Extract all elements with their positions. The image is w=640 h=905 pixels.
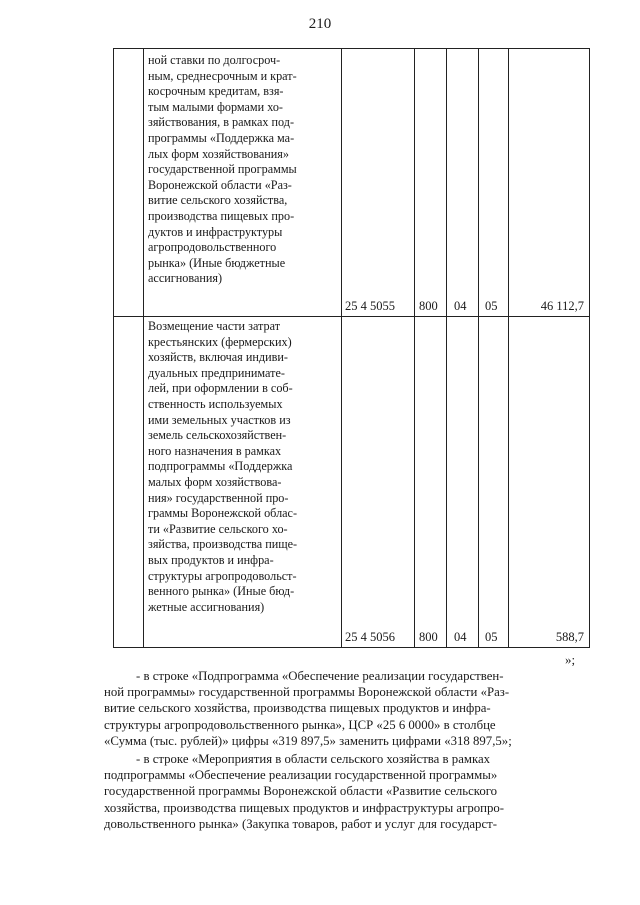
table-border-top [113, 48, 589, 49]
table-column-border [478, 48, 479, 648]
row-description: Возмещение части затрат крестьянских (фермерских) хозяйств, включая индиви- дуальных предпринимате- лей, при оформлении в соб- ственность используемых ими земельных участков из земель сельскохозяйствен- ного назначения в рамках подпрограммы «Поддержка малых форм хозяйствова- ния» государственной про- граммы Воронежской облас- ти «Развитие сельского хо- зяйства, производства пище- вых продуктов и инфра- структуры агропродовольст- венного рынка» (Иные бюд- жетные ассигнования) [148, 319, 298, 614]
row-description: ной ставки по долгосроч- ным, среднесрочным и крат- косрочным кредитам, взя- тым малыми формами хо- зяйствования, в рамках под- программы «Поддержка ма- лых форм хозяйствования» государственной программы Воронежской области «Раз- витие сельского хозяйства, производства пищевых про- дуктов и инфраструктуры агропродовольственного рынка» (Иные бюджетные ассигнования) [148, 53, 297, 286]
page-number: 210 [308, 16, 332, 32]
table-column-border [446, 48, 447, 648]
row-csr-code: 25 4 5056 [345, 630, 395, 644]
table-row-divider [113, 316, 589, 317]
row-sum: 46 112,7 [540, 299, 584, 313]
table-border-left [113, 48, 114, 648]
row-csr-code: 25 4 5055 [345, 299, 395, 313]
amendment-paragraph: - в строке «Мероприятия в области сельского хозяйства в рамках подпрограммы «Обеспечение реализации государственной программы» государственной программы Воронежской области «Развитие сельского хозяйства, производства пищевых продуктов и инфраструктуры агропро- довольственного рынка» (Закупка товаров, работ и услуг для государст- [104, 752, 505, 831]
table-border-right [589, 48, 590, 648]
row-vr-code: 800 [419, 299, 438, 313]
table-column-border [143, 48, 144, 648]
amendment-paragraph: - в строке «Подпрограмма «Обеспечение реализации государствен- ной программы» государственной программы Воронежской области «Раз- витие сельского хозяйства, производства пищевых продуктов и инфра- структуры агропродовольственного рынка», ЦСР «25 6 0000» в столбце «Сумма (тыс. рублей)» цифры «319 897,5» заменить цифрами «318 897,5»; [104, 669, 512, 748]
row-vr-code: 800 [419, 630, 438, 644]
row-pr-code: 05 [485, 630, 498, 644]
closing-quote-mark: »; [565, 652, 576, 667]
table-column-border [414, 48, 415, 648]
row-rz-code: 04 [454, 630, 467, 644]
row-pr-code: 05 [485, 299, 498, 313]
table-border-bottom [113, 647, 589, 648]
row-rz-code: 04 [454, 299, 467, 313]
row-sum: 588,7 [555, 630, 584, 644]
table-column-border [508, 48, 509, 648]
